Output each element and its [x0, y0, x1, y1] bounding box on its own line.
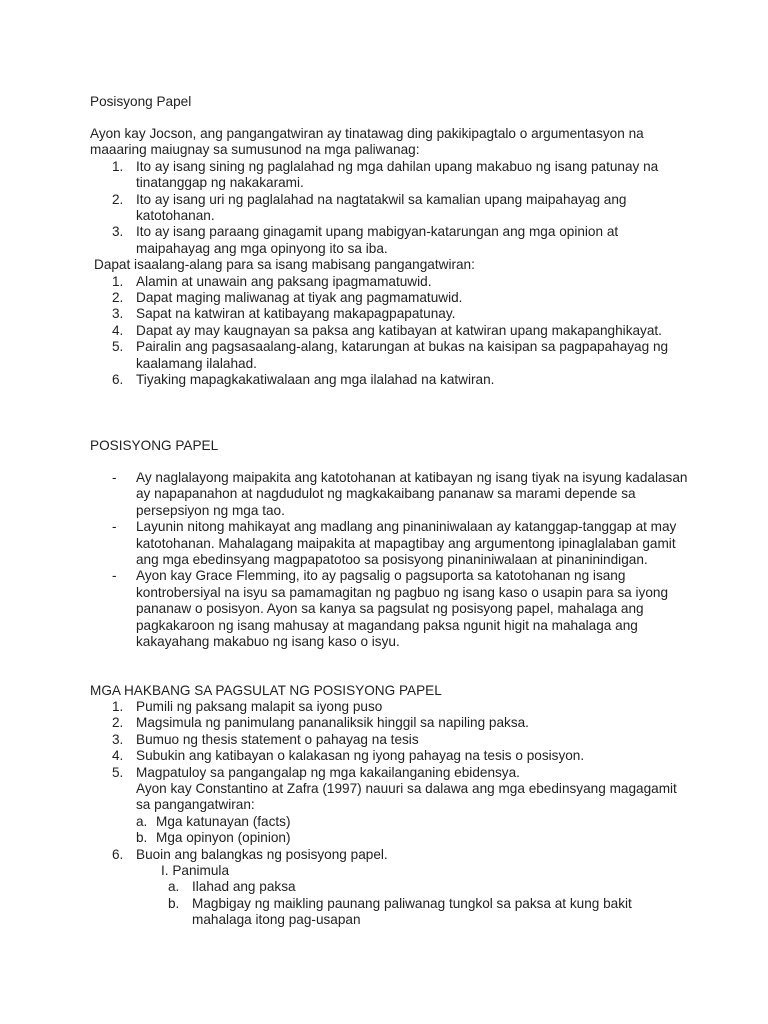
list-item: b. Magbigay ng maikling paunang paliwanag tungkol sa paksa at kung bakit mahalaga itong pag-usapan	[168, 895, 632, 928]
dapat-list	[90, 274, 690, 389]
heading-posisyong-papel: Posisyong Papel	[90, 94, 192, 109]
list-item: 4. Subukin ang katibayan o kalakasan ng iyong pahayag na tesis o posisyon.	[112, 748, 585, 764]
steps-list	[90, 699, 690, 929]
list-item: 4. Dapat ay may kaugnayan sa paksa ang katibayan at katwiran upang makapanghikayat.	[112, 322, 662, 338]
jocson-list	[90, 159, 690, 257]
list-item: 1. Ito ay isang sining ng paglalahad ng mga dahilan upang makabuo ng isang patunay na tinatanggap ng nakakarami.	[112, 158, 659, 191]
list-item: a. Mga katunayan (facts)	[136, 813, 291, 829]
list-item: 2. Magsimula ng panimulang pananaliksik hinggil sa napiling paksa.	[112, 715, 529, 731]
list-item: 6. Buoin ang balangkas ng posisyong papel.	[112, 846, 388, 862]
list-item: a. Ilahad ang paksa	[168, 879, 296, 895]
list-item: 2. Dapat maging maliwanag at tiyak ang pagmamatuwid.	[112, 290, 463, 306]
list-item: - Ay naglalayong maipakita ang katotohanan at katibayan ng isang tiyak na isyung kadalasan ay napapanahon at nagdudulot ng magkakaibang pananaw sa marami depende sa persepsiyon ng mga tao.	[112, 470, 688, 518]
outline-panimula: I. Panimula	[161, 863, 230, 879]
list-item: 1. Pumili ng paksang malapit sa iyong puso	[112, 699, 383, 714]
intro-paragraph: Ayon kay Jocson, ang pangangatwiran ay tinatawag ding pakikipagtalo o argumentasyon na maaaring maiugnay sa sumusunod na mga paliwanag:	[90, 126, 644, 158]
list-item: - Ayon kay Grace Flemming, ito ay pagsalig o pagsuporta sa katotohanan ng isang kontrobersiyal na isyu sa pamamagitan ng pagbuo ng isang kaso o usapin para sa iyong pananaw o posisyon. Ayon sa kanya sa pagsulat ng posisyong papel, mahalaga ang pagkakaroon ng isang mahusay at magandang paksa ngunit higit na mahalaga ang kakayahang makabuo ng isang kaso o isyu.	[112, 568, 669, 650]
list-item: b. Mga opinyon (opinion)	[136, 830, 291, 846]
list-item: 6. Tiyaking mapagkakatiwalaan ang mga ilalahad na katwiran.	[112, 372, 495, 388]
bullet-list	[90, 470, 690, 650]
list-item: 3. Sapat na katwiran at katibayang makapagpapatunay.	[112, 306, 456, 322]
dapat-heading: Dapat isaalang-alang para sa isang mabisang pangangatwiran:	[94, 257, 475, 273]
section-posisyong-papel	[90, 470, 690, 650]
list-item: 5. Magpatuloy sa pangangalap ng mga kakailanganing ebidensya.	[112, 764, 520, 780]
heading-posisyong-papel-upper: POSISYONG PAPEL	[90, 438, 219, 453]
list-item: 3. Bumuo ng thesis statement o pahayag na tesis	[112, 731, 419, 747]
section-pangangatwiran	[90, 126, 690, 389]
heading-mga-hakbang: MGA HAKBANG SA PAGSULAT NG POSISYONG PAPEL	[90, 683, 442, 698]
list-item: - Layunin nitong mahikayat ang madlang ang pinaniniwalaan ay katanggap-tanggap at may katotohanan. Mahalagang maipakita at mapagtibay ang argumentong ipinaglalaban gamit ang mga ebedinsyang magpapatotoo sa posisyong pinaniniwalaan at pinaninindigan.	[112, 519, 677, 568]
list-item: 1. Alamin at unawain ang paksang ipagmamatuwid.	[112, 273, 432, 289]
list-item: 5. Pairalin ang pagsasaalang-alang, katarungan at bukas na kaisipan sa pagpapahayag ng kaalamang ilalahad.	[112, 339, 669, 371]
section-mga-hakbang	[90, 699, 690, 929]
list-item: 3. Ito ay isang paraang ginagamit upang mabigyan-katarungan ang mga opinion at maipahayag ang mga opinyong ito sa iba.	[112, 224, 619, 256]
step5-note: Ayon kay Constantino at Zafra (1997) nauuri sa dalawa ang mga ebedinsyang magagamit sa pangangatwiran:	[136, 781, 677, 813]
list-item: 2. Ito ay isang uri ng paglalahad na nagtatakwil sa kamalian upang maipahayag ang katotohanan.	[112, 191, 627, 224]
